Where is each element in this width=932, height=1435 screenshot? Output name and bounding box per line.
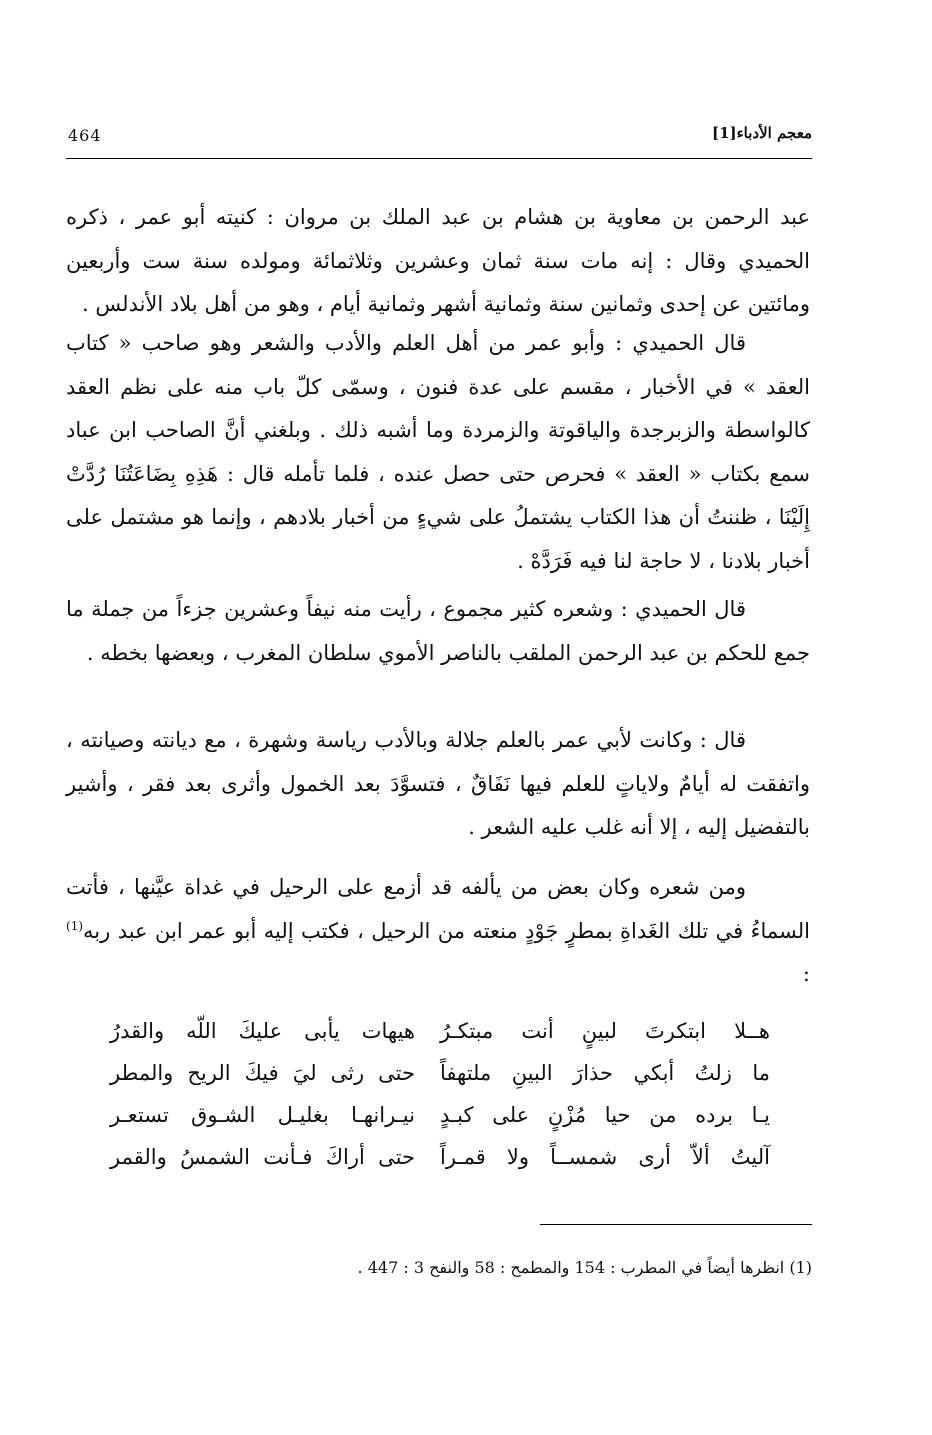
page-number: 464 <box>68 126 102 145</box>
book-title: معجم الأدباء[1] <box>711 124 812 142</box>
paragraph-3-text: قال الحميدي : وشعره كثير مجموع ، رأيت منه نيفاً وعشرين جزءاً من جملة ما جمع للحكم بن عبد الرحمن الملقب بالناصر الأموي سلطان المغرب ، وبعضها بخطه . <box>66 597 810 665</box>
paragraph-5-body: ومن شعره وكان بعض من يألفه قد أزمع على الرحيل في غداة عيَّنها ، فأتت السماءُ في تلك الغَداةِ بمطرٍ جَوْدٍ منعته من الرحيل ، فكتب إليه أبو عمر ابن عبد ربه <box>66 875 810 943</box>
paragraph-4 <box>66 719 810 850</box>
hemistich-first: آليتُ ألاّ أرى شمســاً ولا قمـراً <box>440 1145 770 1169</box>
hemistich-second: نيـرانهـا بغليـل الشـوق تستعـر <box>110 1103 415 1127</box>
hemistich-first: يـا برده من حيا مُزْنٍ على كبـدٍ <box>440 1103 770 1127</box>
header-divider <box>66 158 812 159</box>
poem-verse <box>110 1094 770 1136</box>
footnote: (1) انظرها أيضاً في المطرب : 154 والمطمح : 58 والنفح 3 : 447 . <box>357 1258 812 1277</box>
poem <box>110 1010 770 1178</box>
poem-verse <box>110 1136 770 1178</box>
poem-verse <box>110 1010 770 1052</box>
paragraph-3 <box>66 588 810 675</box>
paragraph-5 <box>66 866 810 997</box>
hemistich-first: ما زلتُ أبكي حذارَ البينِ ملتهفاً <box>440 1061 770 1085</box>
paragraph-4-text: قال : وكانت لأبي عمر بالعلم جلالة وبالأدب رياسة وشهرة ، مع ديانته وصيانته ، واتفقت له أيامٌ ولاياتٍ للعلم فيها نَفَاقٌ ، فتسوَّدَ بعد الخمول وأثرى بعد فقر ، وأشير بالتفضيل إليه ، إلا أنه غلب عليه الشعر . <box>66 728 810 839</box>
paragraph-1 <box>66 196 810 327</box>
hemistich-first: هــلا ابتكرتَ لبينٍ أنت مبتكـرُ <box>440 1019 770 1043</box>
hemistich-second: حتى أراكَ فـأنت الشمسُ والقمر <box>110 1145 415 1169</box>
paragraph-1-text: عبد الرحمن بن معاوية بن هشام بن عبد الملك بن مروان : كنيته أبو عمر ، ذكره الحميدي وقال : إنه مات سنة ثمان وعشرين وثلاثمائة ومولده سنة ست وأربعين ومائتين عن إحدى وثمانين سنة وثمانية أشهر وثمانية أيام ، وهو من أهل بلاد الأندلس . <box>66 205 810 316</box>
paragraph-5-text <box>66 866 810 997</box>
footnote-reference: (1) <box>66 918 84 933</box>
hemistich-second: هيهات يأبى عليكَ اللّه والقدرُ <box>110 1019 415 1043</box>
paragraph-5-tail: : <box>802 962 810 986</box>
poem-verse <box>110 1052 770 1094</box>
hemistich-second: حتى رثى ليَ فيكَ الريح والمطر <box>110 1061 415 1085</box>
footnote-divider <box>540 1224 812 1225</box>
paragraph-2-text: قال الحميدي : وأبو عمر من أهل العلم والأدب والشعر وهو صاحب « كتاب العقد » في الأخبار ، مقسم على عدة فنون ، وسمّى كلّ باب منه على نظم العقد كالواسطة والزبرجدة والياقوتة والزمردة وما أشبه ذلك . وبلغني أنَّ الصاحب ابن عباد سمع بكتاب « العقد » فحرص حتى حصل عنده ، فلما تأمله قال : هَذِهِ بِضَاعَتُنَا رُدَّتْ إِلَيْنَا ، ظننتُ أن هذا الكتاب يشتملُ على شيءٍ من أخبار بلادهم ، وإنما هو مشتمل على أخبار بلادنا ، لا حاجة لنا فيه فَرَدَّهْ . <box>66 331 810 573</box>
paragraph-2 <box>66 322 810 583</box>
